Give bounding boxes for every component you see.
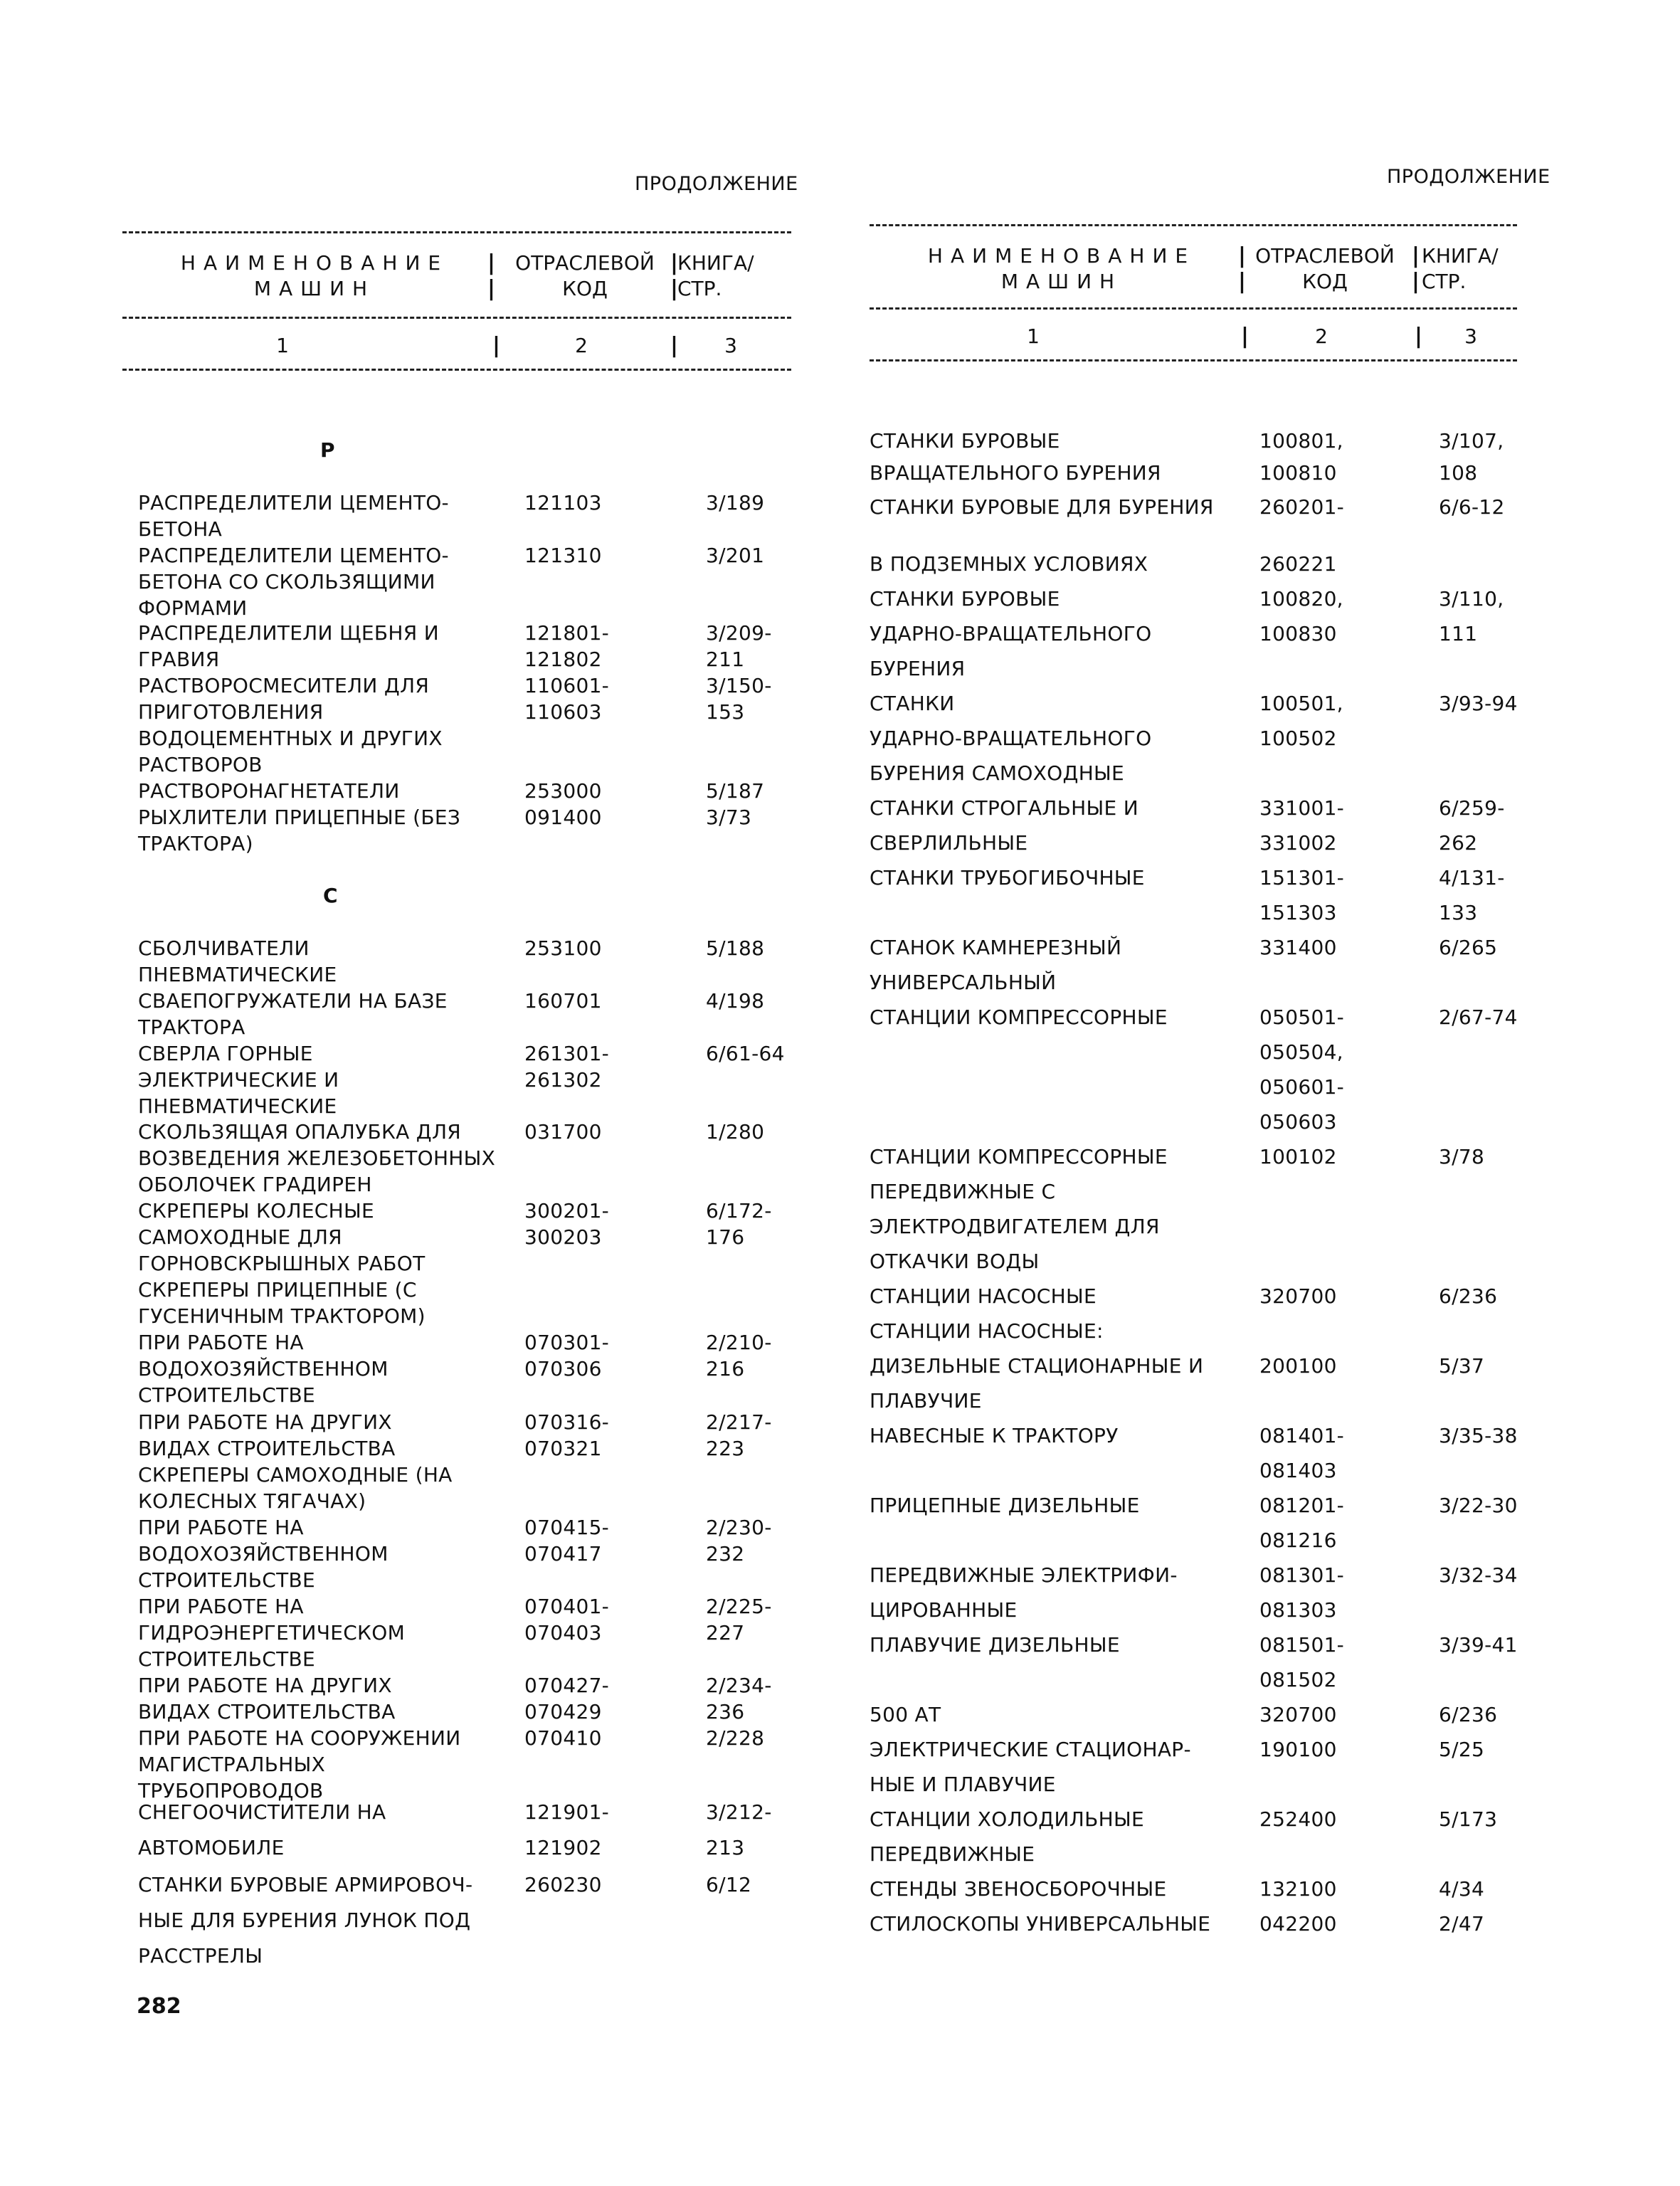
industry-code: 331001- 331002 — [1259, 796, 1345, 855]
machine-name: СВЕРЛА ГОРНЫЕ ЭЛЕКТРИЧЕСКИЕ И ПНЕВМАТИЧЕСКИЕ — [138, 1042, 339, 1118]
industry-code: 252400 — [1259, 1807, 1337, 1831]
book-page: 1/280 — [706, 1120, 765, 1144]
header-separator: | — [670, 250, 678, 275]
machine-name: В ПОДЗЕМНЫХ УСЛОВИЯХ — [870, 552, 1148, 576]
industry-code: 253000 — [524, 779, 602, 803]
machine-name: СТАНЦИИ КОМПРЕССОРНЫЕ ПЕРЕДВИЖНЫЕ С ЭЛЕКТРОДВИГАТЕЛЕМ ДЛЯ ОТКАЧКИ ВОДЫ — [870, 1145, 1168, 1273]
industry-code: 331400 — [1259, 936, 1337, 959]
industry-code: 121310 — [524, 544, 602, 567]
industry-code: 070427- 070429 — [524, 1674, 610, 1723]
industry-code: 081301- 081303 — [1259, 1563, 1345, 1622]
machine-name: РАСПРЕДЕЛИТЕЛИ ЩЕБНЯ И ГРАВИЯ — [138, 621, 439, 671]
machine-name: СКРЕПЕРЫ КОЛЕСНЫЕ САМОХОДНЫЕ ДЛЯ ГОРНОВСКРЫШНЫХ РАБОТ — [138, 1199, 426, 1275]
header-num-3: 3 — [724, 334, 737, 357]
machine-name: ПЕРЕДВИЖНЫЕ ЭЛЕКТРИФИ- ЦИРОВАННЫЕ — [870, 1563, 1178, 1622]
book-page: 3/110, 111 — [1439, 587, 1504, 645]
industry-code: 070410 — [524, 1726, 602, 1750]
industry-code: 042200 — [1259, 1912, 1337, 1936]
book-page: 5/188 — [706, 936, 765, 960]
book-page: 3/107, 108 — [1439, 429, 1504, 485]
book-page: 2/217- 223 — [706, 1410, 772, 1460]
industry-code: 260221 — [1259, 552, 1337, 576]
machine-name: ПЛАВУЧИЕ ДИЗЕЛЬНЫЕ — [870, 1633, 1120, 1657]
header-num-1: 1 — [276, 334, 289, 357]
machine-name: СТАНКИ ТРУБОГИБОЧНЫЕ — [870, 866, 1145, 889]
book-page: 3/93-94 — [1439, 692, 1518, 715]
header-rule-mid — [122, 317, 791, 319]
industry-code: 160701 — [524, 989, 602, 1013]
industry-code: 081501- 081502 — [1259, 1633, 1345, 1691]
header-num-2: 2 — [575, 334, 588, 357]
header-num-2: 2 — [1315, 324, 1328, 348]
book-page: 2/210- 216 — [706, 1331, 772, 1380]
industry-code: 151301- 151303 — [1259, 866, 1345, 924]
section-letter: С — [323, 884, 338, 907]
machine-name: РАСПРЕДЕЛИТЕЛИ ЦЕМЕНТО- БЕТОНА — [138, 491, 449, 541]
header-separator: | — [1241, 324, 1249, 349]
industry-code: 100820, 100830 — [1259, 587, 1343, 645]
book-page: 4/131- 133 — [1439, 866, 1505, 924]
book-page: 6/265 — [1439, 936, 1498, 959]
industry-code: 070301- 070306 — [524, 1331, 610, 1380]
book-page: 6/61-64 — [706, 1042, 785, 1065]
book-page: 3/73 — [706, 806, 752, 829]
header-ref: КНИГА/ СТР. — [677, 251, 754, 300]
industry-code: 070415- 070417 — [524, 1516, 610, 1565]
machine-name: СТАНЦИИ НАСОСНЫЕ — [870, 1284, 1097, 1308]
continuation-label: ПРОДОЛЖЕНИЕ — [1387, 166, 1550, 188]
industry-code: 200100 — [1259, 1354, 1337, 1378]
book-page: 6/236 — [1439, 1284, 1498, 1308]
machine-name: ПРИ РАБОТЕ НА ВОДОХОЗЯЙСТВЕННОМ СТРОИТЕЛЬСТВЕ — [138, 1516, 389, 1592]
industry-code: 190100 — [1259, 1738, 1337, 1761]
header-num-3: 3 — [1464, 324, 1477, 348]
header-separator: | — [1238, 243, 1246, 268]
header-rule-top — [122, 231, 791, 233]
machine-name: ПРИЦЕПНЫЕ ДИЗЕЛЬНЫЕ — [870, 1494, 1140, 1517]
book-page: 5/37 — [1439, 1354, 1485, 1378]
book-page: 6/172- 176 — [706, 1199, 772, 1249]
header-num-1: 1 — [1027, 324, 1040, 348]
book-page: 4/198 — [706, 989, 765, 1013]
section-letter: Р — [320, 438, 335, 462]
book-page: 5/25 — [1439, 1738, 1485, 1761]
book-page: 6/6-12 — [1439, 495, 1505, 519]
book-page: 2/67-74 — [1439, 1005, 1518, 1029]
machine-name: РЫХЛИТЕЛИ ПРИЦЕПНЫЕ (БЕЗ ТРАКТОРА) — [138, 806, 461, 855]
header-rule-mid — [870, 307, 1517, 310]
header-rule-bottom — [870, 359, 1517, 361]
machine-name: СТАНКИ БУРОВЫЕ АРМИРОВОЧ- НЫЕ ДЛЯ БУРЕНИЯ ЛУНОК ПОД РАССТРЕЛЫ — [138, 1873, 473, 1968]
machine-name: ДИЗЕЛЬНЫЕ СТАЦИОНАРНЫЕ И ПЛАВУЧИЕ — [870, 1354, 1204, 1413]
header-name: НАИМЕНОВАНИЕ МАШИН — [927, 244, 1196, 293]
book-page: 2/228 — [706, 1726, 765, 1750]
machine-name: ПРИ РАБОТЕ НА ДРУГИХ ВИДАХ СТРОИТЕЛЬСТВА — [138, 1674, 396, 1723]
machine-name: СКРЕПЕРЫ ПРИЦЕПНЫЕ (С ГУСЕНИЧНЫМ ТРАКТОРОМ) — [138, 1278, 426, 1328]
header-separator: | — [1412, 243, 1420, 268]
continuation-label: ПРОДОЛЖЕНИЕ — [635, 173, 798, 195]
header-separator: | — [1415, 324, 1422, 349]
machine-name: СТАНКИ БУРОВЫЕ УДАРНО-ВРАЩАТЕЛЬНОГО БУРЕНИЯ — [870, 587, 1152, 680]
machine-name: СТАНКИ УДАРНО-ВРАЩАТЕЛЬНОГО БУРЕНИЯ САМОХОДНЫЕ — [870, 692, 1152, 785]
industry-code: 031700 — [524, 1120, 602, 1144]
header-separator: | — [492, 333, 500, 358]
machine-name: СТАНЦИИ ХОЛОДИЛЬНЫЕ ПЕРЕДВИЖНЫЕ — [870, 1807, 1144, 1866]
machine-name: СТАНКИ БУРОВЫЕ ДЛЯ БУРЕНИЯ — [870, 495, 1214, 519]
book-page: 2/225- 227 — [706, 1595, 772, 1644]
machine-name: СКОЛЬЗЯЩАЯ ОПАЛУБКА ДЛЯ ВОЗВЕДЕНИЯ ЖЕЛЕЗОБЕТОННЫХ ОБОЛОЧЕК ГРАДИРЕН — [138, 1120, 496, 1196]
machine-name: СТАНЦИИ НАСОСНЫЕ: — [870, 1319, 1104, 1343]
industry-code: 070316- 070321 — [524, 1410, 610, 1460]
industry-code: 253100 — [524, 936, 602, 960]
industry-code: 110601- 110603 — [524, 674, 610, 724]
industry-code: 132100 — [1259, 1877, 1337, 1901]
industry-code: 121901- 121902 — [524, 1800, 610, 1859]
book-page: 3/39-41 — [1439, 1633, 1518, 1657]
header-separator: | — [487, 276, 495, 301]
industry-code: 100102 — [1259, 1145, 1337, 1168]
industry-code: 081201- 081216 — [1259, 1494, 1345, 1552]
industry-code: 320700 — [1259, 1284, 1337, 1308]
machine-name: НАВЕСНЫЕ К ТРАКТОРУ — [870, 1424, 1119, 1447]
header-code: ОТРАСЛЕВОЙ КОД — [515, 251, 655, 300]
book-page: 3/189 — [706, 491, 765, 514]
industry-code: 121801- 121802 — [524, 621, 610, 671]
header-name: НАИМЕНОВАНИЕ МАШИН — [180, 251, 449, 300]
book-page: 3/150- 153 — [706, 674, 772, 724]
industry-code: 091400 — [524, 806, 602, 829]
machine-name: СТЕНДЫ ЗВЕНОСБОРОЧНЫЕ — [870, 1877, 1167, 1901]
industry-code: 100501, 100502 — [1259, 692, 1343, 750]
industry-code: 260201- — [1259, 495, 1345, 519]
book-page: 2/230- 232 — [706, 1516, 772, 1565]
machine-name: СТИЛОСКОПЫ УНИВЕРСАЛЬНЫЕ — [870, 1912, 1211, 1936]
machine-name: ПРИ РАБОТЕ НА ДРУГИХ ВИДАХ СТРОИТЕЛЬСТВА — [138, 1410, 396, 1460]
machine-name: СТАНКИ БУРОВЫЕ ВРАЩАТЕЛЬНОГО БУРЕНИЯ — [870, 429, 1161, 485]
machine-name: СТАНОК КАМНЕРЕЗНЫЙ УНИВЕРСАЛЬНЫЙ — [870, 936, 1122, 994]
machine-name: СТАНКИ СТРОГАЛЬНЫЕ И СВЕРЛИЛЬНЫЕ — [870, 796, 1139, 855]
machine-name: РАСТВОРОНАГНЕТАТЕЛИ — [138, 779, 400, 803]
machine-name: СНЕГООЧИСТИТЕЛИ НА АВТОМОБИЛЕ — [138, 1800, 386, 1859]
header-separator: | — [670, 276, 678, 301]
header-separator: | — [487, 250, 495, 275]
book-page: 5/187 — [706, 779, 765, 803]
header-separator: | — [1238, 269, 1246, 294]
book-page: 6/12 — [706, 1873, 752, 1896]
book-page: 3/209- 211 — [706, 621, 772, 671]
industry-code: 300201- 300203 — [524, 1199, 610, 1249]
book-page: 4/34 — [1439, 1877, 1485, 1901]
industry-code: 320700 — [1259, 1703, 1337, 1726]
book-page: 2/47 — [1439, 1912, 1485, 1936]
industry-code: 261301- 261302 — [524, 1042, 610, 1092]
machine-name: СТАНЦИИ КОМПРЕССОРНЫЕ — [870, 1005, 1168, 1029]
header-code: ОТРАСЛЕВОЙ КОД — [1255, 244, 1395, 293]
book-page: 3/212- 213 — [706, 1800, 772, 1859]
book-page: 5/173 — [1439, 1807, 1498, 1831]
book-page: 3/201 — [706, 544, 765, 567]
header-ref: КНИГА/ СТР. — [1422, 244, 1499, 293]
machine-name: СВАЕПОГРУЖАТЕЛИ НА БАЗЕ ТРАКТОРА — [138, 989, 448, 1039]
header-rule-top — [870, 224, 1517, 226]
machine-name: СКРЕПЕРЫ САМОХОДНЫЕ (НА КОЛЕСНЫХ ТЯГАЧАХ) — [138, 1463, 453, 1513]
industry-code: 260230 — [524, 1873, 602, 1896]
book-page: 2/234- 236 — [706, 1674, 772, 1723]
industry-code: 121103 — [524, 491, 602, 514]
page-number: 282 — [137, 1994, 181, 2019]
machine-name: 500 АТ — [870, 1703, 941, 1726]
machine-name: РАСТВОРОСМЕСИТЕЛИ ДЛЯ ПРИГОТОВЛЕНИЯ ВОДОЦЕМЕНТНЫХ И ДРУГИХ РАСТВОРОВ — [138, 674, 443, 776]
machine-name: ПРИ РАБОТЕ НА СООРУЖЕНИИ МАГИСТРАЛЬНЫХ ТРУБОПРОВОДОВ — [138, 1726, 461, 1802]
book-page: 3/32-34 — [1439, 1563, 1518, 1587]
header-rule-bottom — [122, 369, 791, 371]
book-page: 3/22-30 — [1439, 1494, 1518, 1517]
book-page: 3/35-38 — [1439, 1424, 1518, 1447]
book-page: 3/78 — [1439, 1145, 1485, 1168]
machine-name: ПРИ РАБОТЕ НА ВОДОХОЗЯЙСТВЕННОМ СТРОИТЕЛЬСТВЕ — [138, 1331, 389, 1407]
header-separator: | — [670, 333, 678, 358]
book-page: 6/259- 262 — [1439, 796, 1505, 855]
machine-name: СБОЛЧИВАТЕЛИ ПНЕВМАТИЧЕСКИЕ — [138, 936, 337, 986]
machine-name: ЭЛЕКТРИЧЕСКИЕ СТАЦИОНАР- НЫЕ И ПЛАВУЧИЕ — [870, 1738, 1191, 1796]
industry-code: 100801, 100810 — [1259, 429, 1343, 485]
industry-code: 050501- 050504, 050601- 050603 — [1259, 1005, 1345, 1134]
industry-code: 081401- 081403 — [1259, 1424, 1345, 1482]
machine-name: РАСПРЕДЕЛИТЕЛИ ЦЕМЕНТО- БЕТОНА СО СКОЛЬЗЯЩИМИ ФОРМАМИ — [138, 544, 449, 620]
book-page: 6/236 — [1439, 1703, 1498, 1726]
machine-name: ПРИ РАБОТЕ НА ГИДРОЭНЕРГЕТИЧЕСКОМ СТРОИТЕЛЬСТВЕ — [138, 1595, 406, 1671]
industry-code: 070401- 070403 — [524, 1595, 610, 1644]
header-separator: | — [1412, 269, 1420, 294]
